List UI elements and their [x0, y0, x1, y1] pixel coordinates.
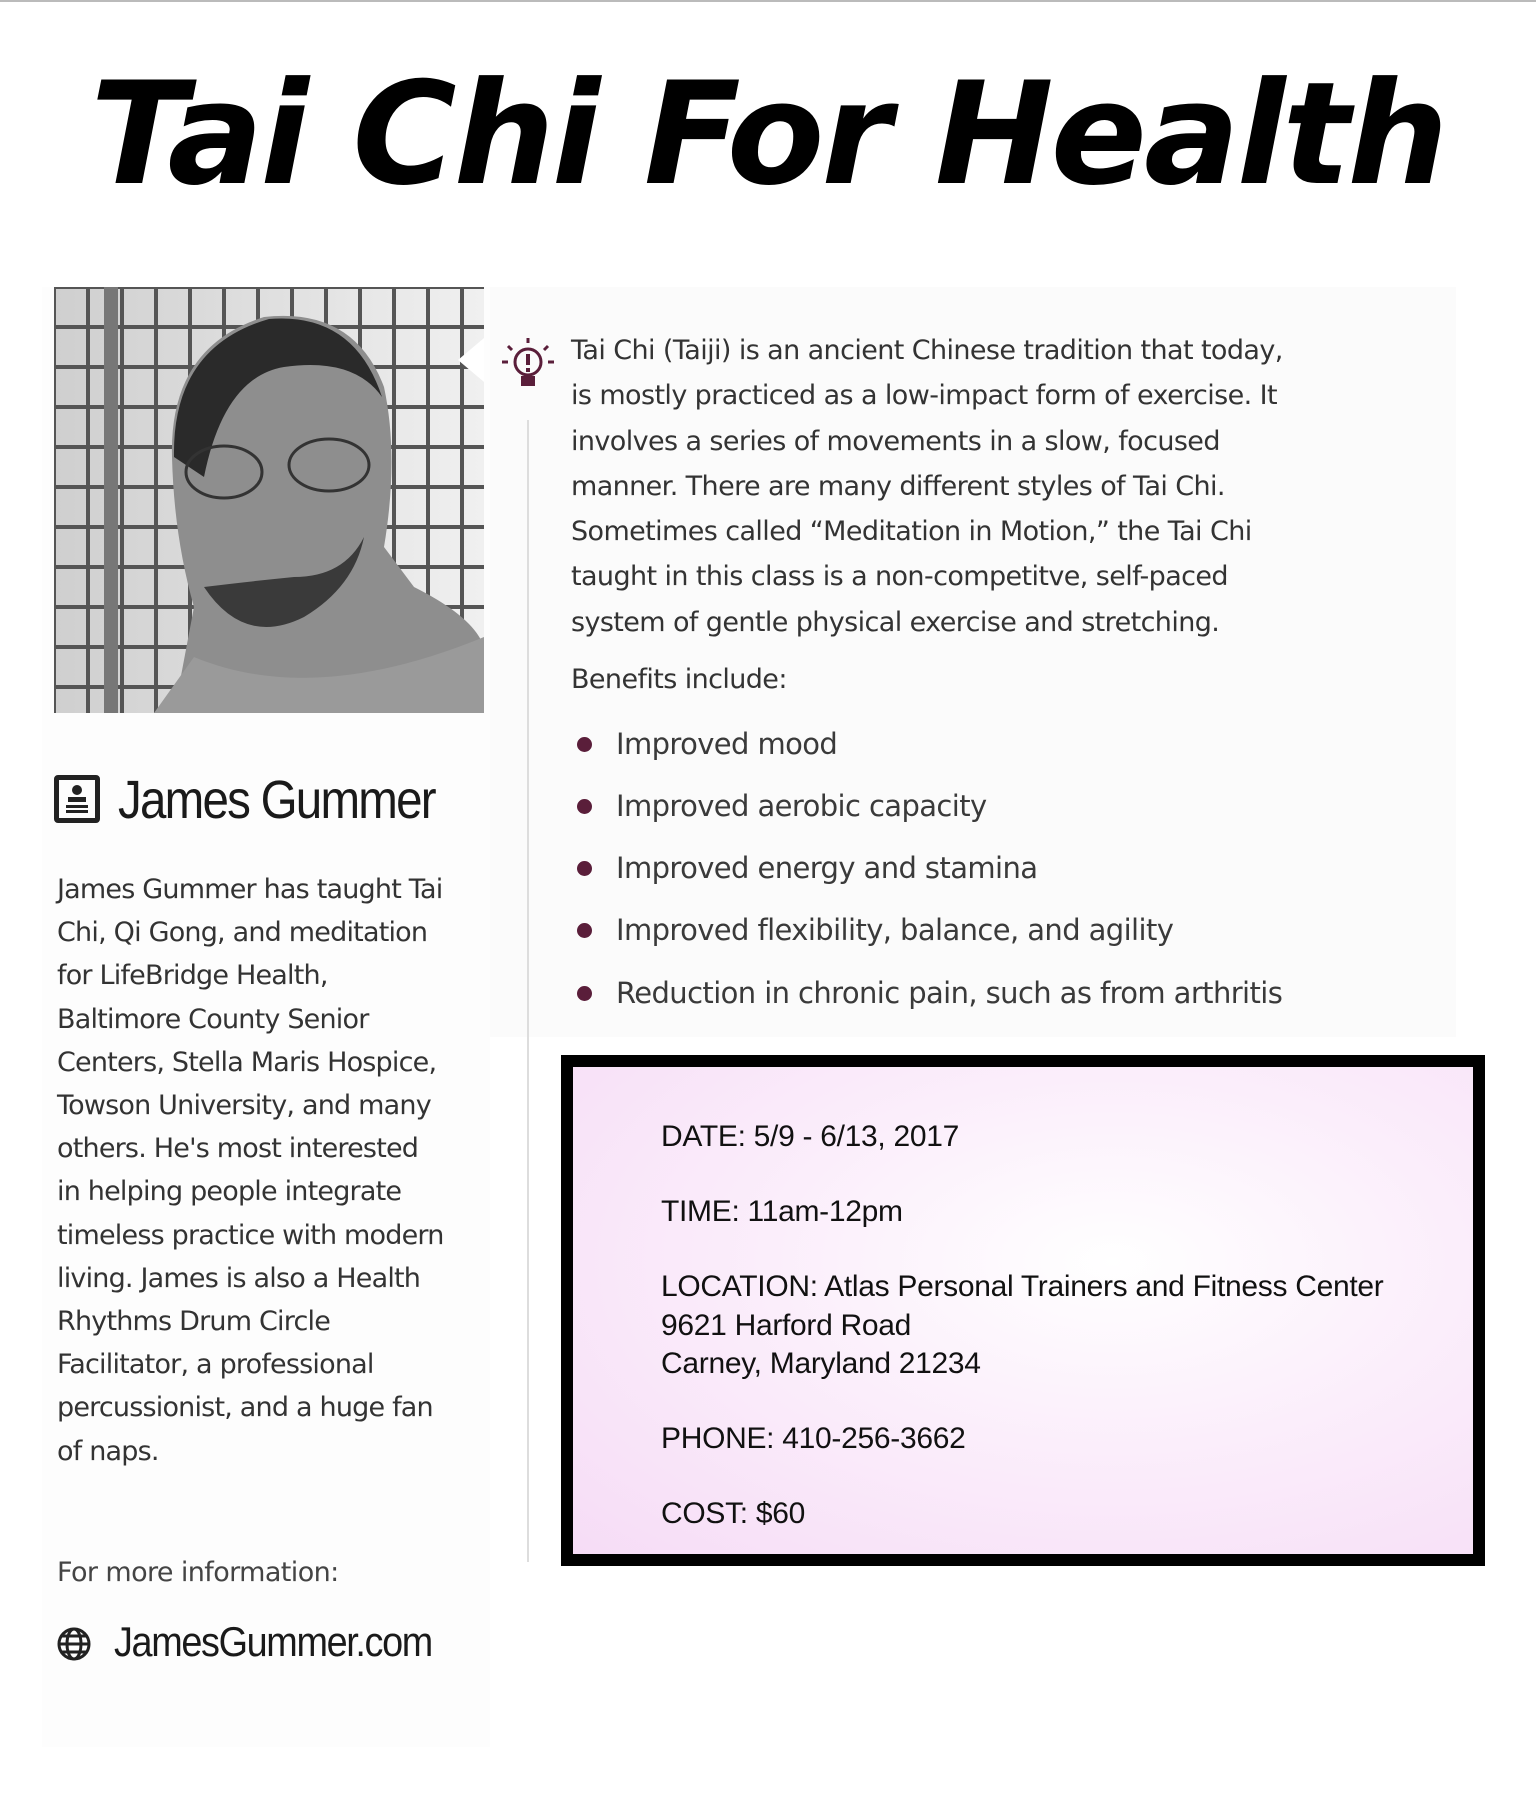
bio-line: Rhythms Drum Circle [57, 1306, 331, 1338]
bio-line: Towson University, and many [57, 1090, 431, 1122]
description-line: involves a series of movements in a slow, focused [571, 425, 1220, 457]
bullet-icon [577, 799, 592, 814]
website-link[interactable]: JamesGummer.com [114, 1618, 432, 1665]
event-address-line2: Carney, Maryland 21234 [661, 1347, 981, 1380]
description-line: manner. There are many different styles of Tai Chi. [571, 470, 1225, 502]
instructor-bio [57, 868, 444, 1473]
benefit-text: Improved flexibility, balance, and agility [616, 913, 1174, 947]
event-time: TIME: 11am-12pm [661, 1195, 903, 1228]
top-border [0, 0, 1536, 2]
bullet-icon [577, 861, 592, 876]
event-date: DATE: 5/9 - 6/13, 2017 [661, 1120, 960, 1153]
description-line: system of gentle physical exercise and stretching. [571, 606, 1220, 638]
benefit-text: Improved aerobic capacity [616, 789, 987, 823]
contact-card-icon [54, 775, 100, 823]
bio-line: Facilitator, a professional [57, 1349, 374, 1381]
benefit-text: Reduction in chronic pain, such as from arthritis [616, 976, 1283, 1010]
bio-line: percussionist, and a huge fan [57, 1392, 433, 1424]
event-phone: PHONE: 410-256-3662 [661, 1422, 966, 1455]
benefit-text: Improved mood [616, 727, 838, 761]
bullet-icon [577, 923, 592, 938]
benefits-label: Benefits include: [571, 664, 787, 695]
bio-line: for LifeBridge Health, [57, 960, 328, 992]
more-info-label: For more information: [57, 1557, 339, 1588]
bio-line: others. He's most interested [57, 1133, 419, 1165]
bullet-icon [577, 986, 592, 1001]
bullet-icon [577, 737, 592, 752]
lightbulb-icon [500, 336, 556, 400]
description-line: Tai Chi (Taiji) is an ancient Chinese tradition that today, [571, 335, 1283, 366]
event-cost: COST: $60 [661, 1497, 806, 1530]
bio-line: in helping people integrate [57, 1176, 402, 1208]
divider-line [527, 420, 529, 1562]
bio-line: Baltimore County Senior [57, 1003, 369, 1035]
bio-line: living. James is also a Health [57, 1262, 421, 1294]
bio-line: Centers, Stella Maris Hospice, [57, 1046, 437, 1078]
description-line: taught in this class is a non-competitve, self-paced [571, 561, 1228, 593]
bio-line: timeless practice with modern [57, 1219, 444, 1251]
description-line: is mostly practiced as a low-impact form of exercise. It [571, 380, 1277, 412]
benefit-text: Improved energy and stamina [616, 851, 1038, 885]
globe-icon [56, 1626, 92, 1662]
event-location: LOCATION: Atlas Personal Trainers and Fitness Center [661, 1270, 1384, 1303]
description-line: Sometimes called “Meditation in Motion,” the Tai Chi [571, 516, 1252, 548]
event-address-line1: 9621 Harford Road [661, 1309, 912, 1342]
bio-line: of naps. [57, 1435, 159, 1467]
page-title: Tai Chi For Health [90, 52, 1446, 217]
bio-line: Chi, Qi Gong, and meditation [57, 917, 428, 949]
bio-line: James Gummer has taught Tai [57, 874, 443, 905]
instructor-name: James Gummer [118, 770, 435, 830]
callout-arrow [458, 338, 484, 382]
instructor-photo [54, 287, 484, 713]
description-text [571, 328, 1283, 645]
